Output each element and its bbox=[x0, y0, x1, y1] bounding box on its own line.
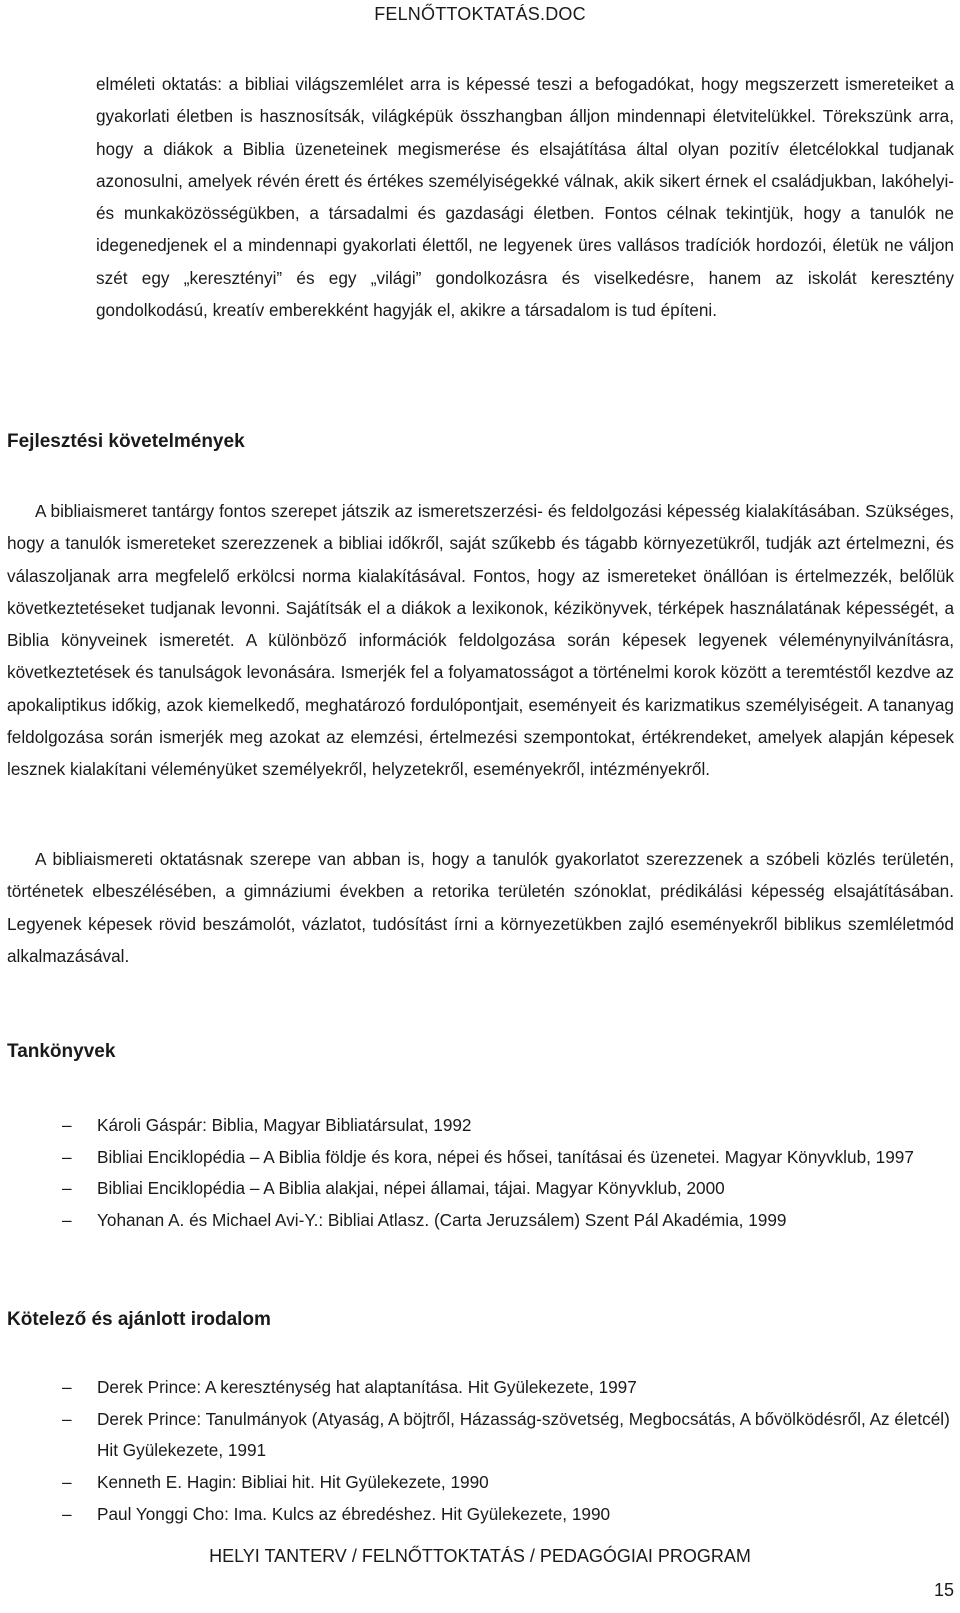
intro-paragraph: elméleti oktatás: a bibliai világszemlélet arra is képessé teszi a befogadókat, hogy megszerzett ismereteiket a gyakorlati életben is hasznosítsák, világképük összhangban álljon mindennapi életvitelükkel. Törekszünk arra, hogy a diákok a Biblia üzeneteinek megismerése és elsajátítása által olyan pozitív életcélokkal tudjanak azonosulni, amelyek révén érett és értékes személyiségekké válnak, akik sikert érnek el családjukban, lakóhelyi- és munkaközösségükben, a társadalmi és gazdasági életben. Fontos célnak tekintjük, hogy a tanulók ne idegenedjenek el a mindennapi gyakorlati élettől, ne legyenek üres vallásos tradíciók hordozói, életük ne váljon szét egy „keresztényi” és egy „világi” gondolkozásra és viselkedésre, hanem az iskolát keresztény gondolkodású, kreatív emberekként hagyják el, akikre a társadalom is tud építeni. bbox=[96, 74, 954, 321]
dash-bullet-icon: – bbox=[62, 1146, 72, 1167]
list-item-text: Bibliai Enciklopédia – A Biblia földje és kora, népei és hősei, tanításai és üzenetei. Magyar Könyvklub, 1997 bbox=[97, 1146, 914, 1167]
page-footer: HELYI TANTERV / FELNŐTTOKTATÁS / PEDAGÓGIAI PROGRAM bbox=[209, 1546, 751, 1566]
list-item bbox=[0, 1467, 954, 1499]
page-number: 15 bbox=[933, 1580, 954, 1600]
dash-bullet-icon: – bbox=[62, 1115, 72, 1135]
literature-list bbox=[0, 1372, 954, 1531]
list-item-text: Derek Prince: Tanulmányok (Atyaság, A böjtről, Házasság-szövetség, Megbocsátás, A bővölködésről, Az életcél) Hit Gyülekezete, 1991 bbox=[97, 1408, 950, 1461]
dash-bullet-icon: – bbox=[62, 1472, 72, 1493]
list-item-text: Károli Gáspár: Biblia, Magyar Bibliatársulat, 1992 bbox=[97, 1115, 472, 1135]
textbook-list bbox=[0, 1110, 954, 1237]
list-item-text: Paul Yonggi Cho: Ima. Kulcs az ébredéshez. Hit Gyülekezete, 1990 bbox=[97, 1503, 611, 1524]
list-item-text: Bibliai Enciklopédia – A Biblia alakjai, népei államai, tájai. Magyar Könyvklub, 2000 bbox=[97, 1178, 725, 1199]
list-item bbox=[0, 1499, 954, 1531]
list-item bbox=[0, 1142, 954, 1174]
dash-bullet-icon: – bbox=[62, 1503, 72, 1524]
dash-bullet-icon: – bbox=[62, 1408, 72, 1429]
page-header: FELNŐTTOKTATÁS.DOC bbox=[374, 4, 586, 24]
development-paragraph-1: A bibliaismeret tantárgy fontos szerepet játszik az ismeretszerzési- és feldolgozási képesség kialakításában. Szükséges, hogy a tanulók ismereteket szerezzenek a bibliai időkről, saját szűkebb és tágabb környezetükről, tudják azt értelmezni, és válaszoljanak arra megfelelő erkölcsi norma kialakításával. Fontos, hogy az ismereteket önállóan is értelmezzék, belőlük következtetéseket tudjanak levonni. Sajátítsák el a diákok a lexikonok, kézikönyvek, térképek használatának képességét, a Biblia könyveinek ismeretét. A különböző információk feldolgozása során képesek legyenek véleménynyilvánításra, következtetések és tanulságok levonására. Ismerjék fel a folyamatosságot a történelmi korok között a teremtéstől kezdve az apokaliptikus időkig, azok kiemelkedő, meghatározó fordulópontjait, eseményeit és karizmatikus személyiségeit. A tananyag feldolgozása során ismerjék meg azokat az elemzési, értelmezési szempontokat, értékrendeket, amelyek alapján képesek lesznek kialakítani véleményüket személyekről, helyzetekről, eseményekről, intézményekről. bbox=[7, 501, 954, 780]
section-heading-textbooks: Tankönyvek bbox=[7, 1041, 116, 1062]
list-item bbox=[0, 1404, 954, 1467]
list-item-text: Kenneth E. Hagin: Bibliai hit. Hit Gyülekezete, 1990 bbox=[97, 1472, 489, 1493]
section-heading-development: Fejlesztési követelmények bbox=[7, 431, 245, 452]
list-item-text: Yohanan A. és Michael Avi-Y.: Bibliai Atlasz. (Carta Jeruzsálem) Szent Pál Akadémia, 1999 bbox=[97, 1210, 787, 1231]
list-item bbox=[0, 1173, 954, 1205]
development-paragraph-2: A bibliaismereti oktatásnak szerepe van abban is, hogy a tanulók gyakorlatot szerezzenek a szóbeli közlés területén, történetek elbeszélésében, a gimnáziumi években a retorika területén szónoklat, prédikálási képesség elsajátításában. Legyenek képesek rövid beszámolót, vázlatot, tudósítást írni a környezetükben zajló eseményekről biblikus szemléletmód alkalmazásával. bbox=[7, 849, 954, 966]
list-item bbox=[0, 1372, 954, 1404]
dash-bullet-icon: – bbox=[62, 1377, 72, 1397]
list-item bbox=[0, 1110, 954, 1142]
dash-bullet-icon: – bbox=[62, 1178, 72, 1199]
dash-bullet-icon: – bbox=[62, 1210, 72, 1231]
list-item bbox=[0, 1205, 954, 1237]
section-heading-literature: Kötelező és ajánlott irodalom bbox=[7, 1309, 271, 1330]
list-item-text: Derek Prince: A kereszténység hat alaptanítása. Hit Gyülekezete, 1997 bbox=[97, 1377, 637, 1397]
